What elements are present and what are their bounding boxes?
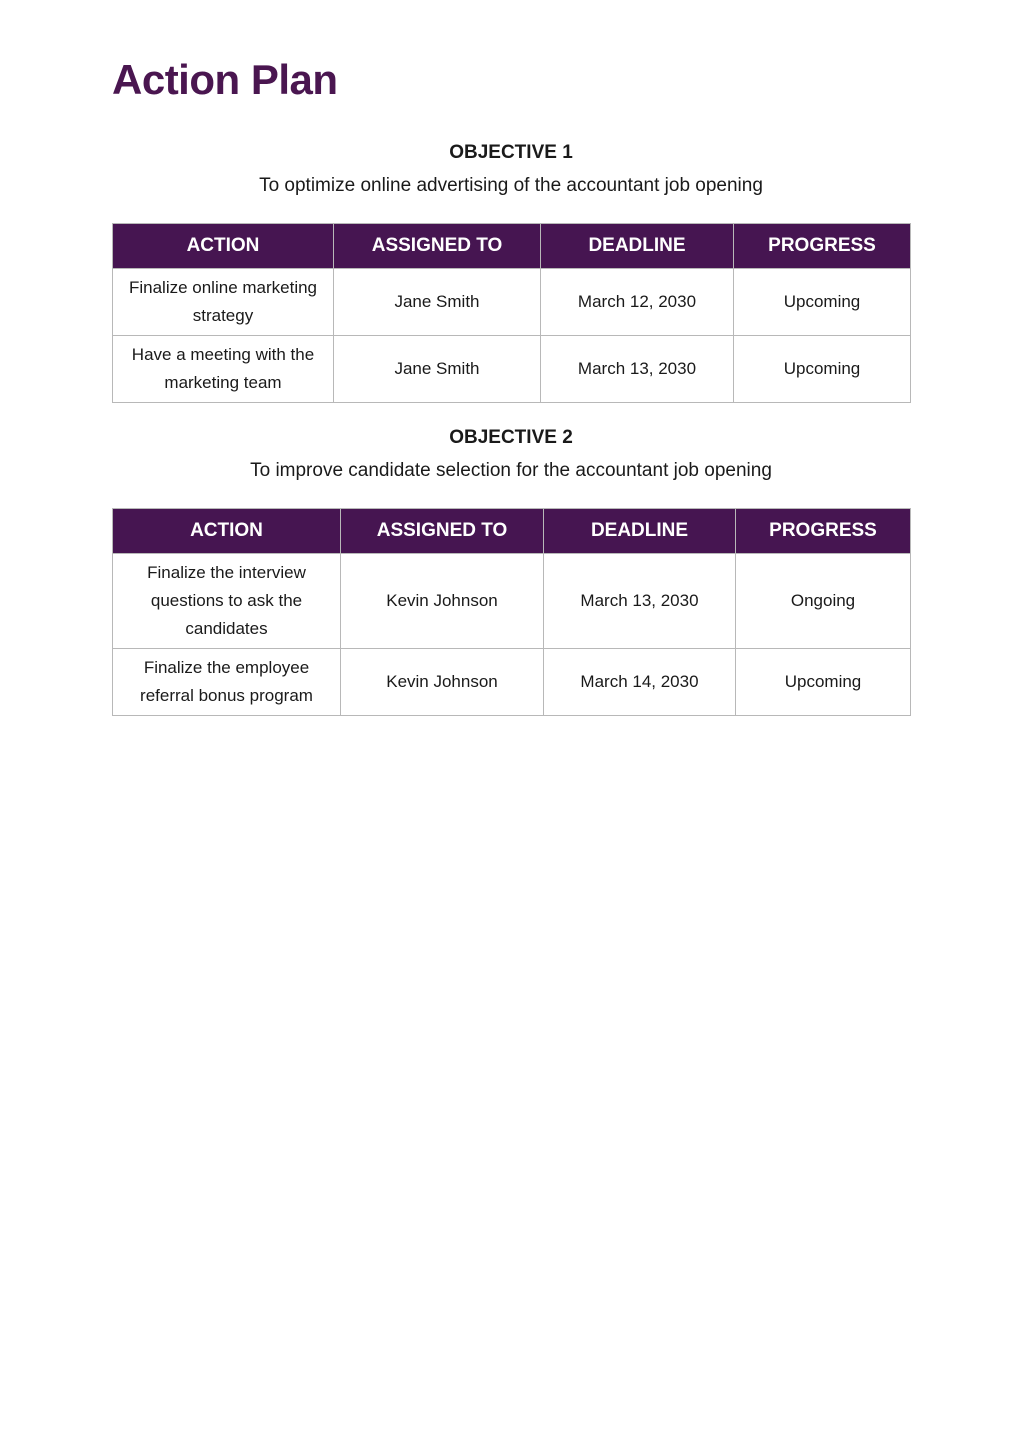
table-header-row: [113, 224, 911, 269]
column-header-assigned-to: ASSIGNED TO: [334, 224, 541, 269]
column-header-deadline: DEADLINE: [544, 509, 736, 554]
action-cell: Have a meeting with the marketing team: [113, 336, 334, 403]
action-cell: Finalize the interview questions to ask the candidates: [113, 554, 341, 649]
page-title: Action Plan: [112, 56, 338, 103]
table-row: [113, 269, 911, 336]
objective-1-table: [112, 223, 911, 403]
column-header-action: ACTION: [113, 509, 341, 554]
assigned-to-cell: Kevin Johnson: [341, 554, 544, 649]
assigned-to-cell: Jane Smith: [334, 336, 541, 403]
column-header-deadline: DEADLINE: [541, 224, 734, 269]
deadline-cell: March 13, 2030: [541, 336, 734, 403]
action-cell: Finalize online marketing strategy: [113, 269, 334, 336]
objective-1-heading: OBJECTIVE 1: [449, 142, 573, 163]
objective-2-section: [112, 425, 910, 484]
objective-2-table: [112, 508, 911, 716]
table-header-row: [113, 509, 911, 554]
objective-2-description: To improve candidate selection for the accountant job opening: [250, 460, 772, 481]
progress-cell: Upcoming: [736, 649, 911, 716]
progress-cell: Ongoing: [736, 554, 911, 649]
deadline-cell: March 12, 2030: [541, 269, 734, 336]
table-row: [113, 336, 911, 403]
column-header-action: ACTION: [113, 224, 334, 269]
column-header-progress: PROGRESS: [734, 224, 911, 269]
deadline-cell: March 14, 2030: [544, 649, 736, 716]
deadline-cell: March 13, 2030: [544, 554, 736, 649]
objective-1-section: [112, 140, 910, 199]
progress-cell: Upcoming: [734, 336, 911, 403]
assigned-to-cell: Kevin Johnson: [341, 649, 544, 716]
column-header-assigned-to: ASSIGNED TO: [341, 509, 544, 554]
table-row: [113, 649, 911, 716]
table-row: [113, 554, 911, 649]
objective-2-heading: OBJECTIVE 2: [449, 427, 573, 448]
action-cell: Finalize the employee referral bonus program: [113, 649, 341, 716]
assigned-to-cell: Jane Smith: [334, 269, 541, 336]
column-header-progress: PROGRESS: [736, 509, 911, 554]
objective-1-description: To optimize online advertising of the accountant job opening: [259, 175, 763, 196]
progress-cell: Upcoming: [734, 269, 911, 336]
